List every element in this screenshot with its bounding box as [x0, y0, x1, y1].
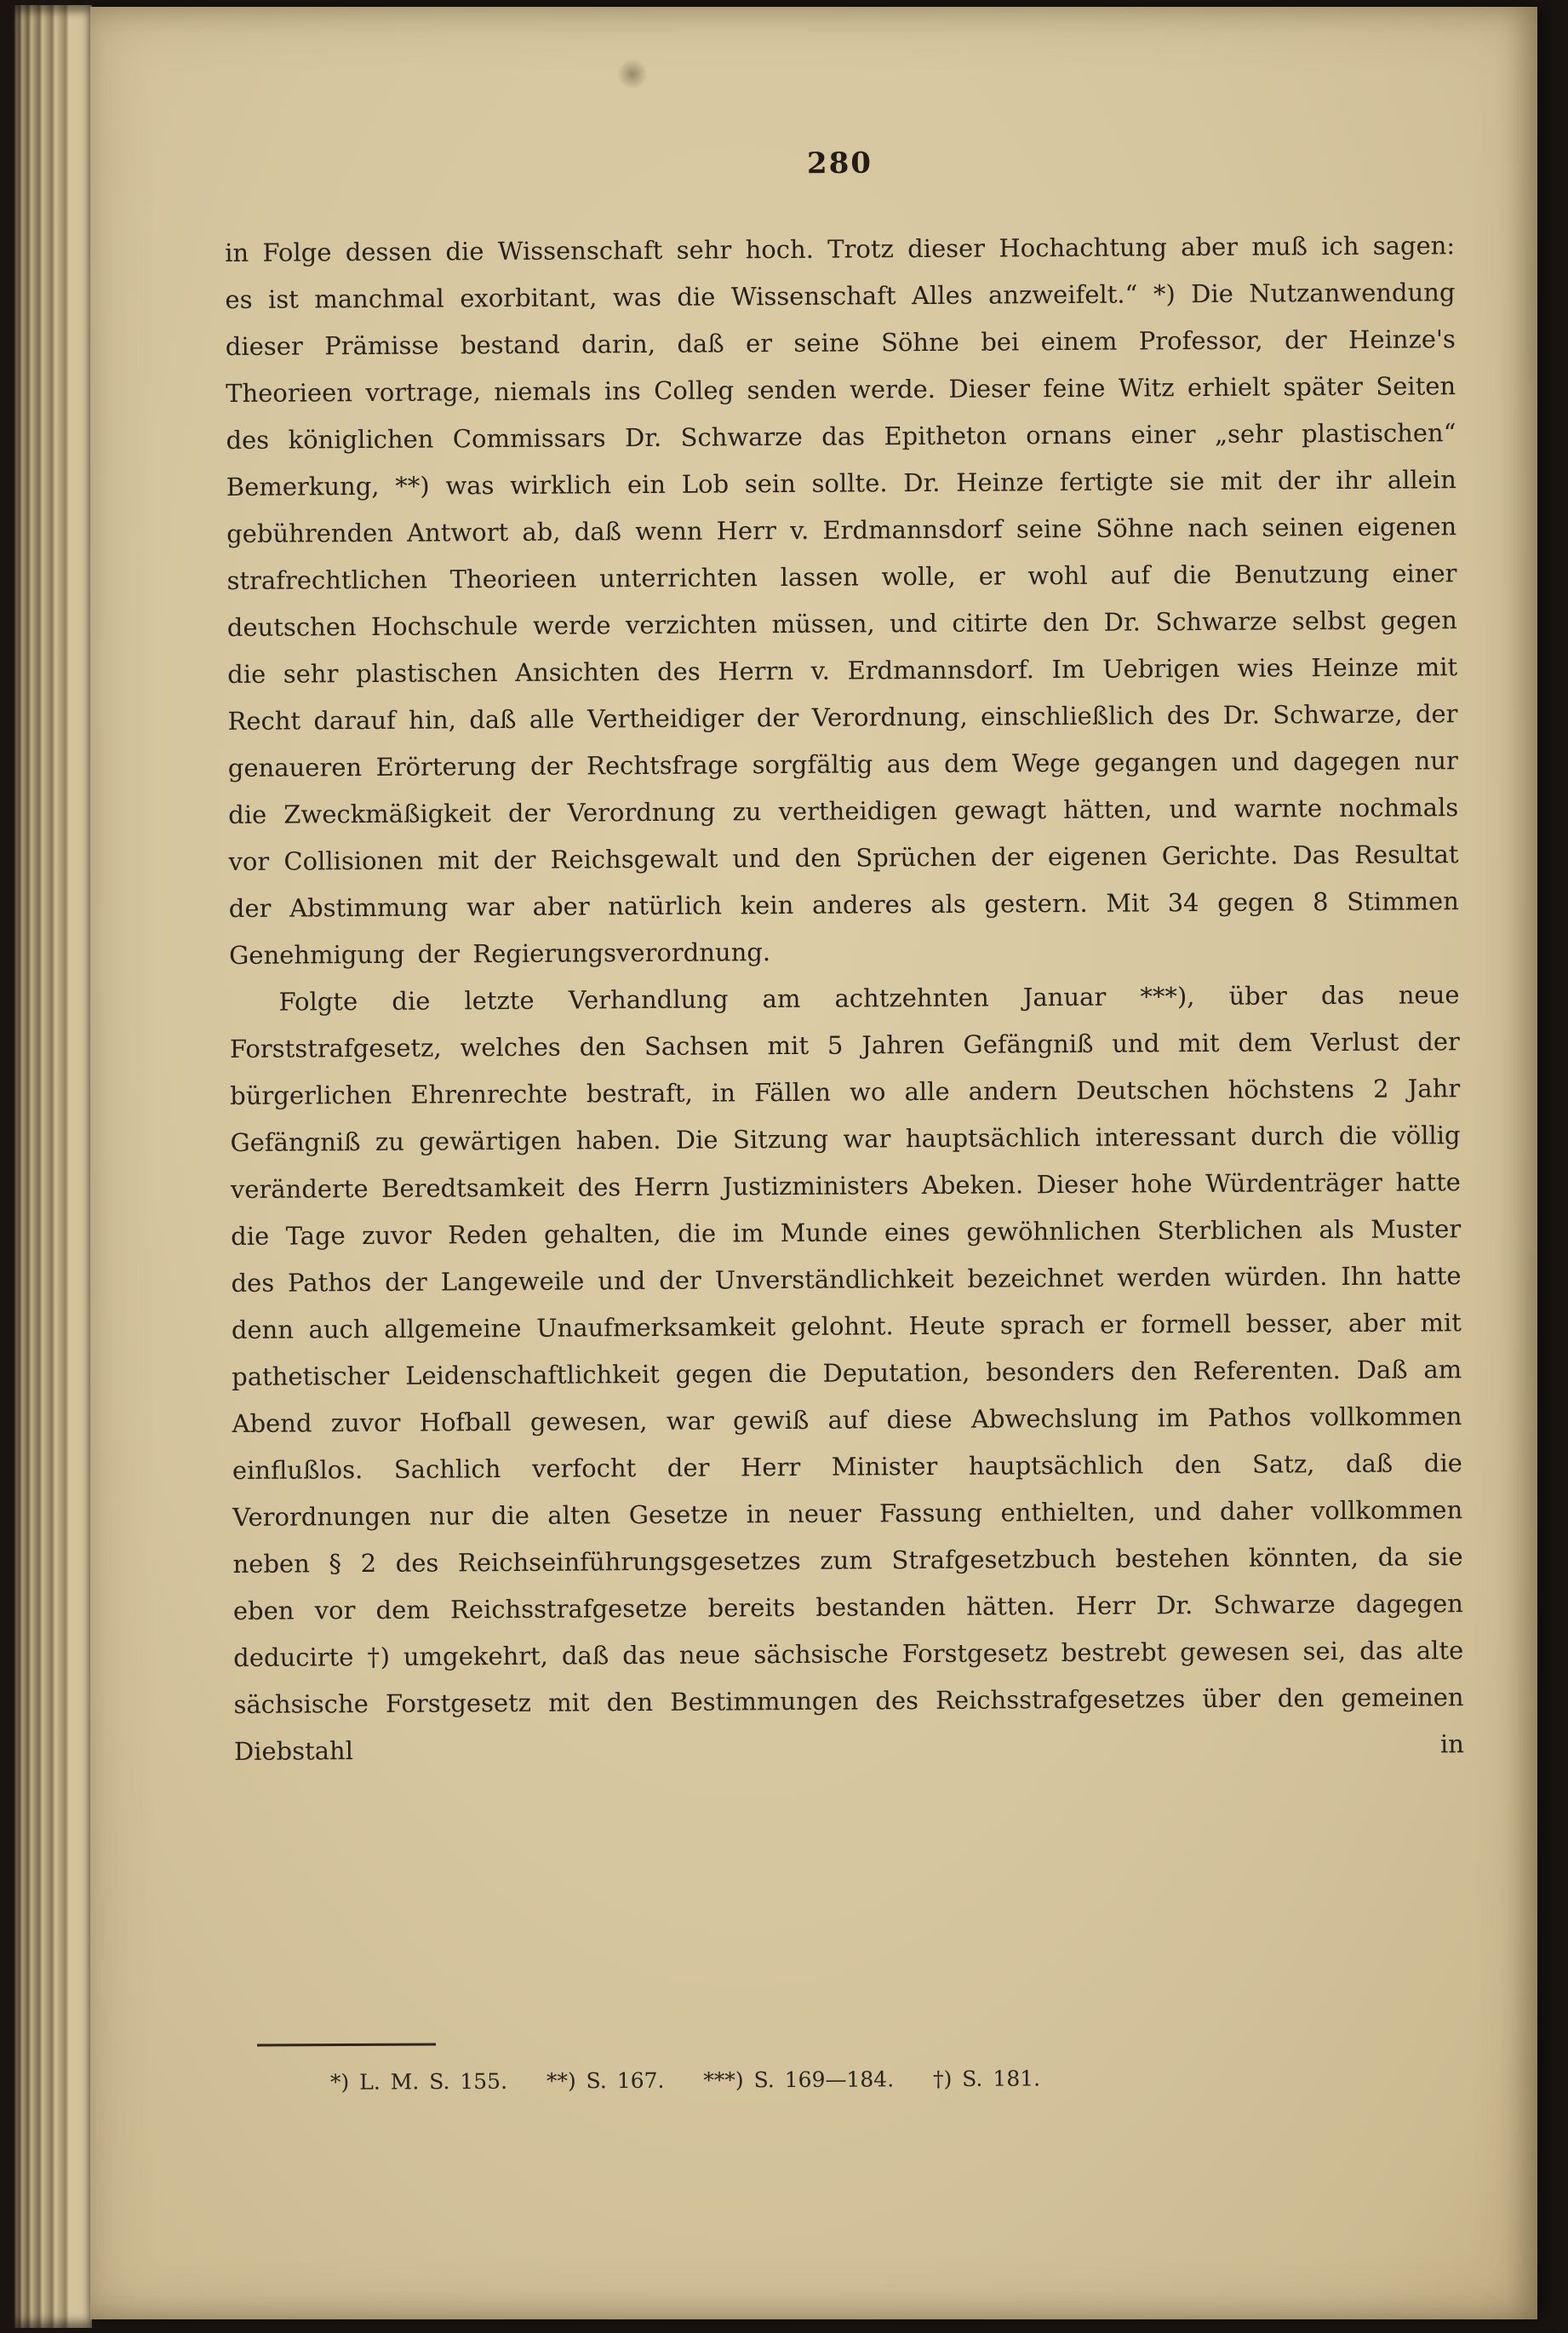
paragraph: in Folge dessen die Wissenschaft sehr hoch. Trotz dieser Hochachtung aber muß ich sagen: es ist manchmal exorbitant, was die Wissenschaft Alles anzweifelt.“ *) Die Nutzanwendung dieser Prämisse bestand darin, daß er seine Söhne bei einem Professor, der Heinze's Theorieen vortrage, niemals ins Colleg senden werde. Dieser feine Witz erhielt später Seiten des königlichen Commissars Dr. Schwarze das Epitheton ornans einer „sehr plastischen“ Bemerkung, **) was wirklich ein Lob sein sollte. Dr. Heinze fertigte sie mit der ihr allein gebührenden Antwort ab, daß wenn Herr v. Erdmannsdorf seine Söhne nach seinen eigenen strafrechtlichen Theorieen unterrichten lassen wolle, er wohl auf die Benutzung einer deutschen Hochschule werde verzichten müssen, und citirte den Dr. Schwarze selbst gegen die sehr plastischen Ansichten des Herrn v. Erdmannsdorf. Im Uebrigen wies Heinze mit Recht darauf hin, daß alle Vertheidiger der Verordnung, einschließlich des Dr. Schwarze, der genaueren Erörterung der Rechtsfrage sorgfältig aus dem Wege gegangen und dagegen nur die Zweckmäßigkeit der Verordnung zu vertheidigen gewagt hätten, und warnte nochmals vor Collisionen mit der Reichsgewalt und den Sprüchen der eigenen Gerichte. Das Resultat der Abstimmung war aber natürlich kein anderes als gestern. Mit 34 gegen 8 Stimmen Genehmigung der Regierungsverordnung. — [225, 231, 1459, 970]
paragraph: Folgte die letzte Verhandlung am achtzehnten Januar ***), über das neue Forststrafgesetz, welches den Sachsen mit 5 Jahren Gefängniß und mit dem Verlust der bürgerlichen Ehrenrechte bestraft, in Fällen wo alle andern Deutschen höchstens 2 Jahr Gefängniß zu gewärtigen haben. Die Sitzung war hauptsächlich interessant durch die völlig veränderte Beredtsamkeit des Herrn Justizministers Abeken. Dieser hohe Würdenträger hatte die Tage zuvor Reden gehalten, die im Munde eines gewöhnlichen Sterblichen als Muster des Pathos der Langeweile und der Unverständlichkeit bezeichnet werden würden. Ihn hatte denn auch allgemeine Unaufmerksamkeit gelohnt. Heute sprach er formell besser, aber mit pathetischer Leidenschaftlichkeit gegen die Deputation, besonders den Referenten. Daß am Abend zuvor Hofball gewesen, war gewiß auf diese Abwechslung im Pathos vollkommen einflußlos. Sachlich verfocht der Herr Minister hauptsächlich den Satz, daß die Verordnungen nur die alten Gesetze in neuer Fassung enthielten, und daher vollkommen neben § 2 des Reichseinführungsgesetzes zum Strafgesetzbuch bestehen könnten, da sie eben vor dem Reichsstrafgesetze bereits bestanden hätten. Herr Dr. Schwarze dagegen deducirte †) umgekehrt, daß das neue sächsische Forstgesetz bestrebt gewesen sei, das alte sächsische Forstgesetz mit den Bestimmungen des Reichsstrafgesetzes über den gemeinen Diebstahl in — [229, 980, 1464, 1766]
paper-stain — [618, 58, 647, 90]
footnote-item: **) S. 167. — [546, 2067, 665, 2094]
footnote — [330, 2065, 1267, 2095]
footnote-item: †) S. 181. — [932, 2066, 1041, 2092]
book-page-edges — [14, 5, 92, 2328]
footnote-item: *) L. M. S. 155. — [329, 2068, 508, 2095]
footnote-rule — [257, 2043, 436, 2046]
book-page — [90, 7, 1537, 2319]
page-text — [225, 222, 1464, 1775]
footnote-item: ***) S. 169—184. — [703, 2066, 895, 2093]
page-number: 280 — [806, 146, 873, 181]
